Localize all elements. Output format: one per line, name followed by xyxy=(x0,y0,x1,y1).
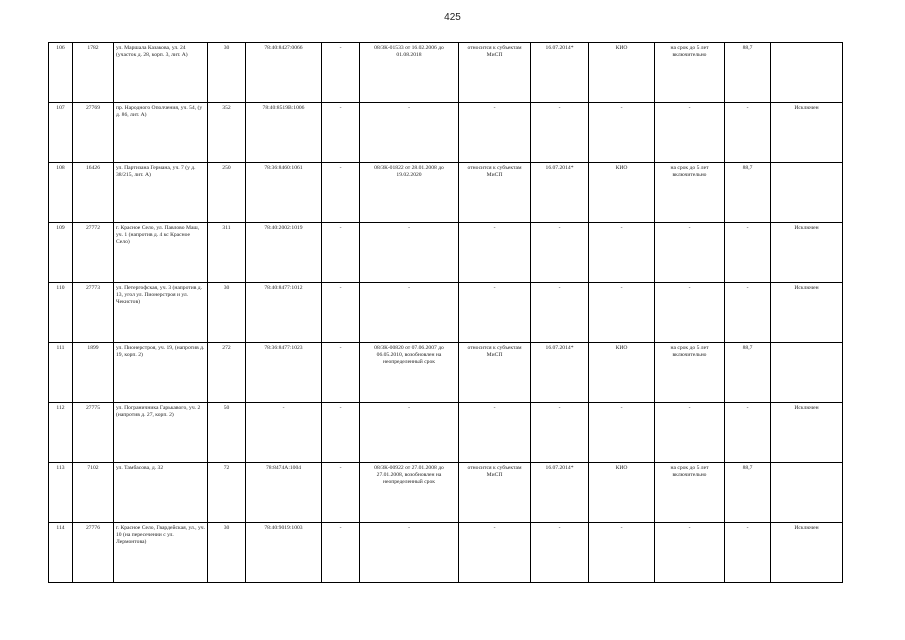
empty-column-cell: - xyxy=(322,43,360,103)
address-cell: ул. Партизана Германа, уч. 7 (у д. 38/215, лит. А) xyxy=(114,163,208,223)
term-cell: - xyxy=(655,403,725,463)
lease-agreement-cell: - xyxy=(360,223,459,283)
note-cell: Исключен xyxy=(771,223,843,283)
note-cell: Исключен xyxy=(771,283,843,343)
cadastral-number-cell: 78:8474А:1004 xyxy=(246,463,322,523)
smb-status-cell: - xyxy=(459,283,531,343)
term-cell: - xyxy=(655,223,725,283)
note-cell xyxy=(771,163,843,223)
term-cell: на срок до 5 лет включительно xyxy=(655,463,725,523)
empty-column-cell: - xyxy=(322,223,360,283)
note-cell xyxy=(771,43,843,103)
address-cell: ул. Пионерстроя, уч. 19, (напротив д. 19, корп. 2) xyxy=(114,343,208,403)
area-cell: 72 xyxy=(208,463,246,523)
cadastral-number-cell: 78:36:8477:1023 xyxy=(246,343,322,403)
area-cell: 250 xyxy=(208,163,246,223)
row-number-cell: 111 xyxy=(49,343,73,403)
row-number-cell: 110 xyxy=(49,283,73,343)
date-cell: 16.07.2014* xyxy=(531,463,589,523)
price-cell: 88,7 xyxy=(725,463,771,523)
lease-agreement-cell: 08/ЗК-00922 от 27.01.2008 до 27.01.2008, возобновлен на неопределенный срок xyxy=(360,463,459,523)
empty-column-cell: - xyxy=(322,403,360,463)
table-row xyxy=(49,223,843,283)
authority-cell: КИО xyxy=(589,343,655,403)
table-row xyxy=(49,43,843,103)
cadastral-number-cell: 78:40:9019:1003 xyxy=(246,523,322,583)
authority-cell: - xyxy=(589,523,655,583)
note-cell: Исключен xyxy=(771,523,843,583)
empty-column-cell: - xyxy=(322,523,360,583)
price-cell: 88,7 xyxy=(725,343,771,403)
object-id-cell: 1782 xyxy=(73,43,114,103)
row-number-cell: 109 xyxy=(49,223,73,283)
note-cell: Исключен xyxy=(771,103,843,163)
object-id-cell: 27775 xyxy=(73,403,114,463)
date-cell: - xyxy=(531,103,589,163)
authority-cell: - xyxy=(589,403,655,463)
note-cell xyxy=(771,343,843,403)
term-cell: - xyxy=(655,283,725,343)
address-cell: ул. Пограничника Гарькавого, уч. 2 (напротив д. 27, корп. 2) xyxy=(114,403,208,463)
lease-agreement-cell: 08/ЗК-01533 от 16.02.2006 до 01.08.2018 xyxy=(360,43,459,103)
table-row xyxy=(49,103,843,163)
authority-cell: - xyxy=(589,283,655,343)
price-cell: - xyxy=(725,103,771,163)
area-cell: 272 xyxy=(208,343,246,403)
object-id-cell: 27772 xyxy=(73,223,114,283)
address-cell: ул. Маршала Казакова, ул. 24 (участок д. 28, корп. 3, лит. А) xyxy=(114,43,208,103)
table-row xyxy=(49,403,843,463)
date-cell: - xyxy=(531,283,589,343)
authority-cell: КИО xyxy=(589,163,655,223)
lease-agreement-cell: 08/ЗК-00820 от 07.06.2007 до 06.05.2010, возобновлен на неопределенный срок xyxy=(360,343,459,403)
cadastral-number-cell: - xyxy=(246,403,322,463)
row-number-cell: 114 xyxy=(49,523,73,583)
empty-column-cell: - xyxy=(322,463,360,523)
price-cell: - xyxy=(725,283,771,343)
address-cell: г. Красное Село, Гвардейская, ул., уч. 10 (на пересечении с ул. Лермонтова) xyxy=(114,523,208,583)
smb-status-cell: относится к субъектам МиСП xyxy=(459,163,531,223)
smb-status-cell: - xyxy=(459,103,531,163)
term-cell: - xyxy=(655,103,725,163)
term-cell: - xyxy=(655,523,725,583)
price-cell: 88,7 xyxy=(725,43,771,103)
lease-agreement-cell: 08/ЗК-01822 от 28.01.2008 до 19.02.2020 xyxy=(360,163,459,223)
term-cell: на срок до 5 лет включительно xyxy=(655,343,725,403)
lease-agreement-cell: - xyxy=(360,403,459,463)
cadastral-number-cell: 78:40:2002:1019 xyxy=(246,223,322,283)
price-cell: - xyxy=(725,223,771,283)
area-cell: 30 xyxy=(208,283,246,343)
area-cell: 50 xyxy=(208,403,246,463)
date-cell: 16.07.2014* xyxy=(531,163,589,223)
lease-agreement-cell: - xyxy=(360,523,459,583)
authority-cell: КИО xyxy=(589,43,655,103)
row-number-cell: 107 xyxy=(49,103,73,163)
table-row xyxy=(49,283,843,343)
smb-status-cell: - xyxy=(459,523,531,583)
term-cell: на срок до 5 лет включительно xyxy=(655,43,725,103)
cadastral-number-cell: 78:36:8460:1061 xyxy=(246,163,322,223)
empty-column-cell: - xyxy=(322,283,360,343)
date-cell: 16.07.2014* xyxy=(531,43,589,103)
date-cell: - xyxy=(531,223,589,283)
cadastral-number-cell: 78:40:8519В:1006 xyxy=(246,103,322,163)
table-row xyxy=(49,463,843,523)
area-cell: 30 xyxy=(208,523,246,583)
empty-column-cell: - xyxy=(322,103,360,163)
table-row xyxy=(49,343,843,403)
price-cell: - xyxy=(725,403,771,463)
authority-cell: - xyxy=(589,103,655,163)
note-cell: Исключен xyxy=(771,403,843,463)
cadastral-number-cell: 78:40:8427:0066 xyxy=(246,43,322,103)
note-cell xyxy=(771,463,843,523)
object-id-cell: 1899 xyxy=(73,343,114,403)
area-cell: 311 xyxy=(208,223,246,283)
row-number-cell: 113 xyxy=(49,463,73,523)
row-number-cell: 108 xyxy=(49,163,73,223)
smb-status-cell: относится к субъектам МиСП xyxy=(459,343,531,403)
empty-column-cell: - xyxy=(322,343,360,403)
smb-status-cell: - xyxy=(459,403,531,463)
page-number: 425 xyxy=(444,12,461,23)
cadastral-number-cell: 78:40:8477:1012 xyxy=(246,283,322,343)
date-cell: 16.07.2014* xyxy=(531,343,589,403)
lease-agreement-cell: - xyxy=(360,283,459,343)
area-cell: 30 xyxy=(208,43,246,103)
authority-cell: КИО xyxy=(589,463,655,523)
address-cell: г. Красное Село, ул. Павлово Маш, уч. 1 (напротив д. 4 кс Красное Село) xyxy=(114,223,208,283)
price-cell: 88,7 xyxy=(725,163,771,223)
date-cell: - xyxy=(531,523,589,583)
date-cell: - xyxy=(531,403,589,463)
smb-status-cell: относится к субъектам МиСП xyxy=(459,43,531,103)
price-cell: - xyxy=(725,523,771,583)
object-id-cell: 27769 xyxy=(73,103,114,163)
term-cell: на срок до 5 лет включительно xyxy=(655,163,725,223)
object-id-cell: 27776 xyxy=(73,523,114,583)
smb-status-cell: относится к субъектам МиСП xyxy=(459,463,531,523)
register-table xyxy=(48,42,843,583)
object-id-cell: 27773 xyxy=(73,283,114,343)
address-cell: пр. Народного Ополчения, уч. 54, (у д. 86, лит. А) xyxy=(114,103,208,163)
object-id-cell: 7102 xyxy=(73,463,114,523)
address-cell: ул. Тамбасова, д. 32 xyxy=(114,463,208,523)
address-cell: ул. Петергофская, уч. 3 (напротив д. 13, угол ул. Пионерстроя и ул. Чекистов) xyxy=(114,283,208,343)
authority-cell: - xyxy=(589,223,655,283)
row-number-cell: 106 xyxy=(49,43,73,103)
area-cell: 352 xyxy=(208,103,246,163)
empty-column-cell: - xyxy=(322,163,360,223)
table-row xyxy=(49,163,843,223)
lease-agreement-cell: - xyxy=(360,103,459,163)
smb-status-cell: - xyxy=(459,223,531,283)
row-number-cell: 112 xyxy=(49,403,73,463)
table-row xyxy=(49,523,843,583)
object-id-cell: 16426 xyxy=(73,163,114,223)
